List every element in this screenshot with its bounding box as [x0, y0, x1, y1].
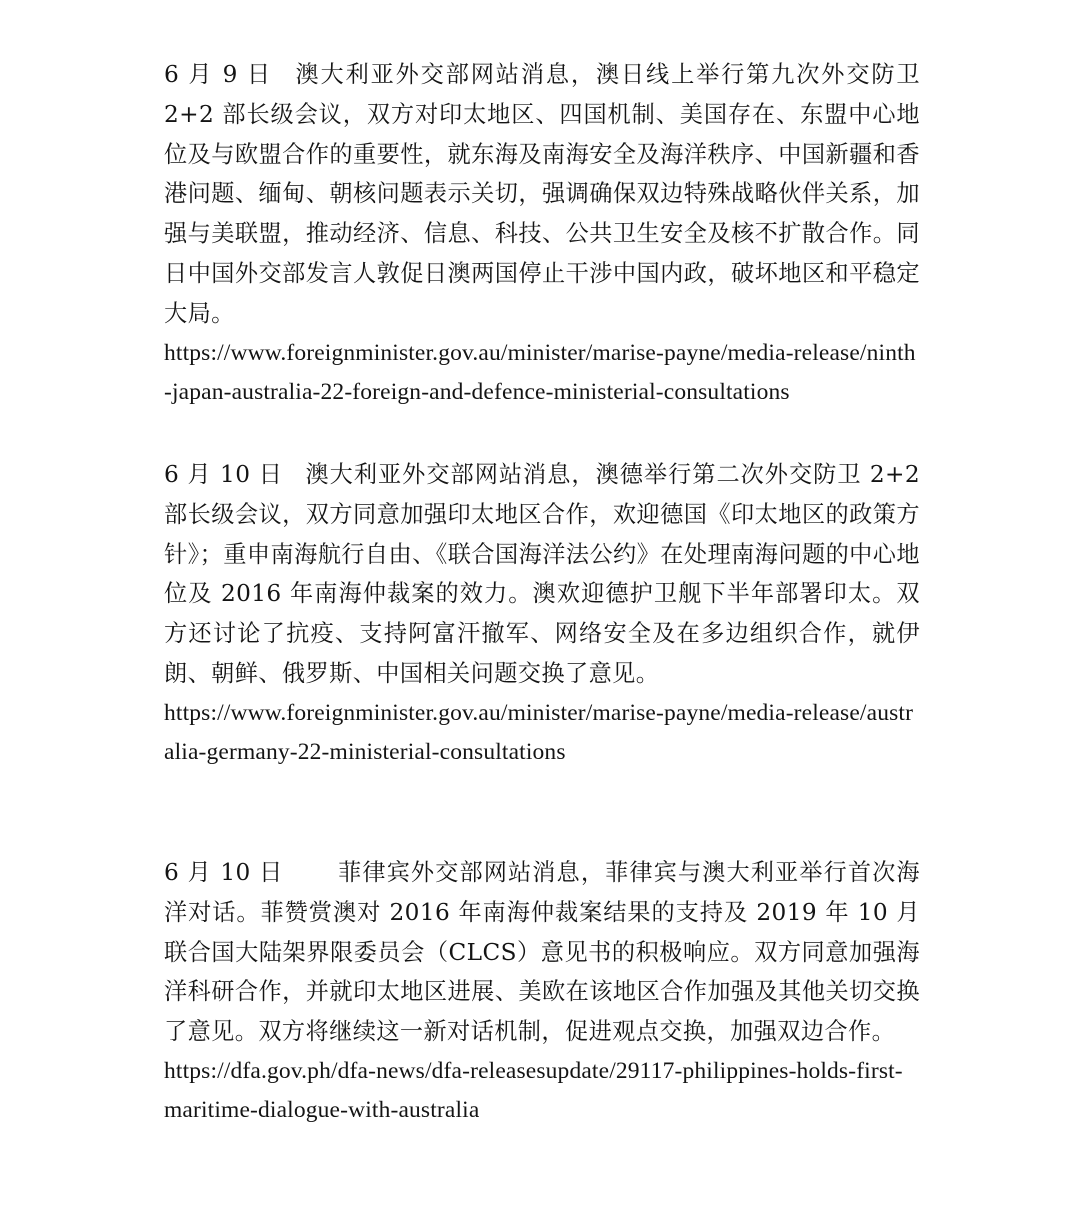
entry-date: 6 月 10 日	[164, 461, 283, 488]
entry-text: 菲律宾外交部网站消息，菲律宾与澳大利亚举行首次海洋对话。菲赞赏澳对 2016 年南海仲裁案结果的支持及 2019 年 10 月联合国大陆架界限委员会（CLCS）意见书的积极响应。双方同意加强海洋科研合作，并就印太地区进展、美欧在该地区合作加强及其他关切交换了意见。双方将继续这一新对话机制，促进观点交换，加强双边合作。	[164, 859, 920, 1046]
entry-date: 6 月 9 日	[164, 61, 273, 88]
news-entry	[164, 455, 920, 773]
entry-text: 澳大利亚外交部网站消息，澳日线上举行第九次外交防卫 2+2 部长级会议，双方对印太地区、四国机制、美国存在、东盟中心地位及与欧盟合作的重要性，就东海及南海安全及海洋秩序、中国新疆和香港问题、缅甸、朝核问题表示关切，强调确保双边特殊战略伙伴关系，加强与美联盟，推动经济、信息、科技、公共卫生安全及核不扩散合作。同日中国外交部发言人敦促日澳两国停止干涉中国内政，破坏地区和平稳定大局。	[164, 61, 920, 327]
news-entry	[164, 853, 920, 1131]
source-link[interactable]: https://www.foreignminister.gov.au/minister/marise-payne/media-release/australia-germany-22-ministerial-consultations	[164, 699, 914, 766]
entry-source-url	[164, 334, 920, 413]
entry-text: 澳大利亚外交部网站消息，澳德举行第二次外交防卫 2+2 部长级会议，双方同意加强印太地区合作，欢迎德国《印太地区的政策方针》；重申南海航行自由、《联合国海洋法公约》在处理南海问题的中心地位及 2016 年南海仲裁案的效力。澳欢迎德护卫舰下半年部署印太。双方还讨论了抗疫、支持阿富汗撤军、网络安全及在多边组织合作，就伊朗、朝鲜、俄罗斯、中国相关问题交换了意见。	[164, 461, 920, 687]
entry-date: 6 月 10 日	[164, 859, 284, 886]
source-link[interactable]: https://dfa.gov.ph/dfa-news/dfa-releasesupdate/29117-philippines-holds-first-maritime-dialogue-with-australia	[164, 1057, 903, 1124]
source-link[interactable]: https://www.foreignminister.gov.au/minister/marise-payne/media-release/ninth-japan-australia-22-foreign-and-defence-ministerial-consultations	[164, 339, 916, 406]
entry-source-url	[164, 1052, 920, 1131]
entry-source-url	[164, 694, 920, 773]
entry-paragraph	[164, 455, 920, 694]
entry-paragraph	[164, 55, 920, 334]
entry-paragraph	[164, 853, 920, 1052]
news-entry	[164, 55, 920, 413]
